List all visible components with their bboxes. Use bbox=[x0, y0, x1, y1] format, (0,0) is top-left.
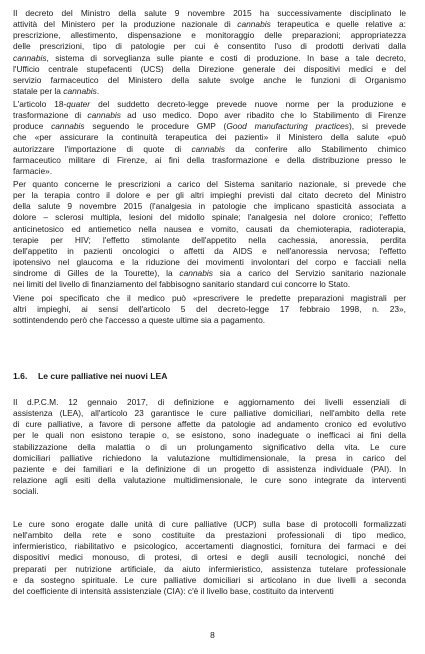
paragraph-cannabis-decree bbox=[13, 8, 406, 97]
paragraph-line: per le quali non esistono terapie o, se esistono, sono inadeguate o inefficaci ai fini della bbox=[13, 430, 406, 441]
paragraph-line: stabilizzazione della malattia o di un prolungamento significativo della vita. Le cure bbox=[13, 441, 406, 452]
paragraph-line: sottintendendo però che l'accesso a queste ultime sia a pagamento. bbox=[13, 315, 266, 326]
paragraph-line: Per quanto concerne le prescrizioni a carico del Sistema sanitario nazionale, si prevede che bbox=[13, 179, 406, 189]
paragraph-line: per la terapia contro il dolore e per gli altri impieghi previsti dal citato decreto del Ministro bbox=[13, 190, 406, 201]
paragraph-line: infermieristico, riabilitativo e psicologico, accertamenti diagnostici, fornitura dei farmaci e dei bbox=[13, 541, 406, 552]
paragraph-ucp-care bbox=[13, 519, 406, 597]
paragraph-line: farmaceutico militare di Firenze, ai fini della trasformazione e della distribuzione presso le bbox=[13, 154, 406, 165]
paragraph-line: dell'appetito in pazienti oncologici o affetti da AIDS e nell'anoressia nervosa; l'effetto bbox=[13, 245, 406, 256]
paragraph-line: Il d.P.C.M. 12 gennaio 2017, di definizione e aggiornamento dei livelli essenziali di bbox=[13, 397, 406, 407]
paragraph-line: attività del Ministero per la produzione nazionale di cannabis terapeutica e quelle relative a: bbox=[13, 19, 406, 30]
paragraph-line: Le cure sono erogate dalle unità di cure palliative (UCP) sulla base di protocolli formalizzati bbox=[13, 519, 406, 529]
paragraph-line: preparati per nutrizione artificiale, da aiuto infermieristico, assistenza tutelare professionale bbox=[13, 563, 406, 574]
paragraph-line: trasformazione di cannabis ad uso medico. Dopo aver ribadito che lo Stabilimento di Firenze bbox=[13, 110, 407, 121]
paragraph-line: L'articolo 18-quater del suddetto decreto-legge prevede nuove norme per la produzione e bbox=[13, 99, 406, 109]
paragraph-line: sindrome di Gilles de la Tourette), la cannabis sia a carico del Servizio sanitario nazionale bbox=[13, 268, 406, 279]
paragraph-line: altri impieghi, ai sensi dell'articolo 5 del decreto-legge 17 febbraio 1998, n. 23», bbox=[13, 304, 406, 315]
paragraph-article-18-quater bbox=[13, 99, 406, 177]
paragraph-line: anticinetosico ed antiemetico nella nausea e vomito, causati da chemioterapia, radioterapia, bbox=[13, 223, 406, 234]
paragraph-line: dolore – sclerosi multipla, lesioni del midollo spinale; l'analgesia nel dolore cronico; l'effetto bbox=[13, 212, 406, 223]
paragraph-line: farmacie». bbox=[13, 165, 53, 176]
page-number: 8 bbox=[210, 630, 215, 640]
paragraph-line: e da sostegno spirituale. Le cure palliative domiciliari si articolano in due livelli a seconda bbox=[13, 574, 406, 585]
paragraph-line: che «per assicurare la continuità terapeutica dei pazienti» il Ministero della salute «può bbox=[13, 132, 406, 143]
section-heading bbox=[13, 371, 406, 382]
paragraph-line: sociali. bbox=[13, 486, 39, 497]
paragraph-line: dispositivi medici monouso, di protesi, di ortesi e degli ausili tecnologici, nonché dei bbox=[13, 552, 406, 563]
paragraph-line: l'Ufficio centrale stupefacenti (UCS) della Direzione generale dei dispositivi medici e del bbox=[13, 63, 406, 74]
paragraph-line: di cure palliative, a favore di persone affette da patologie ad andamento cronico ed evolutivo bbox=[13, 419, 406, 430]
paragraph-line: Il decreto del Ministro della salute 9 novembre 2015 ha successivamente disciplinato le bbox=[13, 8, 406, 18]
paragraph-line: statale per la cannabis. bbox=[13, 86, 100, 97]
section-title: Le cure palliative nei nuovi LEA bbox=[38, 371, 168, 381]
paragraph-line: della salute 9 novembre 2015 (l'analgesia in patologie che implicano spasticità associata a bbox=[13, 201, 406, 212]
paragraph-line: terapie per HIV; l'effetto stimolante dell'appetito nella cachessia, anoressia, perdita bbox=[13, 234, 406, 245]
paragraph-line: delle prescrizioni, tipo di patologie per cui è consentito l'uso di prodotti derivati dalla bbox=[13, 41, 406, 52]
paragraph-line: assistenza (LEA), all'articolo 23 garantisce le cure palliative domiciliari, nell'ambito della rete bbox=[13, 408, 406, 419]
paragraph-line: del coefficiente di intensità assistenziale (CIA): c'è il livello base, costituito da interventi bbox=[13, 585, 334, 596]
paragraph-line: servizio farmaceutico del Ministero della salute svolge anche le funzioni di Organismo bbox=[13, 74, 406, 85]
paragraph-line: prescrizione, allestimento, dispensazione e monitoraggio delle preparazioni; appropriatezza bbox=[13, 30, 406, 41]
paragraph-ssn-prescriptions bbox=[13, 179, 406, 291]
paragraph-line: paziente e dei familiari e la definizione di un progetto di assistenza individuale (PAI). In bbox=[13, 463, 406, 474]
paragraph-line: produce cannabis seguendo le procedure GMP (Good manufacturing practices), si prevede bbox=[13, 121, 407, 132]
paragraph-other-uses bbox=[13, 293, 406, 326]
paragraph-line: relazione agli esiti della valutazione multidimensionale, le cure sono integrate da interventi bbox=[13, 475, 406, 486]
paragraph-line: autorizzare l'importazione di quote di cannabis da conferire allo Stabilimento chimico bbox=[13, 143, 407, 154]
paragraph-line: Viene poi specificato che il medico può «prescrivere le predette preparazioni magistrali per bbox=[13, 293, 406, 303]
paragraph-line: nei limiti del livello di finanziamento del fabbisogno sanitario standard cui concorre lo Stato. bbox=[13, 279, 351, 290]
paragraph-line: cannabis, sistema di sorveglianza sulle piante e costi di produzione. In base a tale decreto, bbox=[13, 52, 406, 63]
paragraph-line: ipotensivo nel glaucoma e la riduzione dei movimenti involontari del corpo e facciali nella bbox=[13, 257, 406, 268]
paragraph-line: domiciliari palliative richiedono la valutazione multidimensionale, la presa in carico del bbox=[13, 452, 406, 463]
paragraph-line: nell'ambito della rete e sono costituite da prestazioni professionali di tipo medico, bbox=[13, 530, 406, 541]
paragraph-lea-decree bbox=[13, 397, 406, 497]
section-number: 1.6. bbox=[13, 371, 28, 381]
